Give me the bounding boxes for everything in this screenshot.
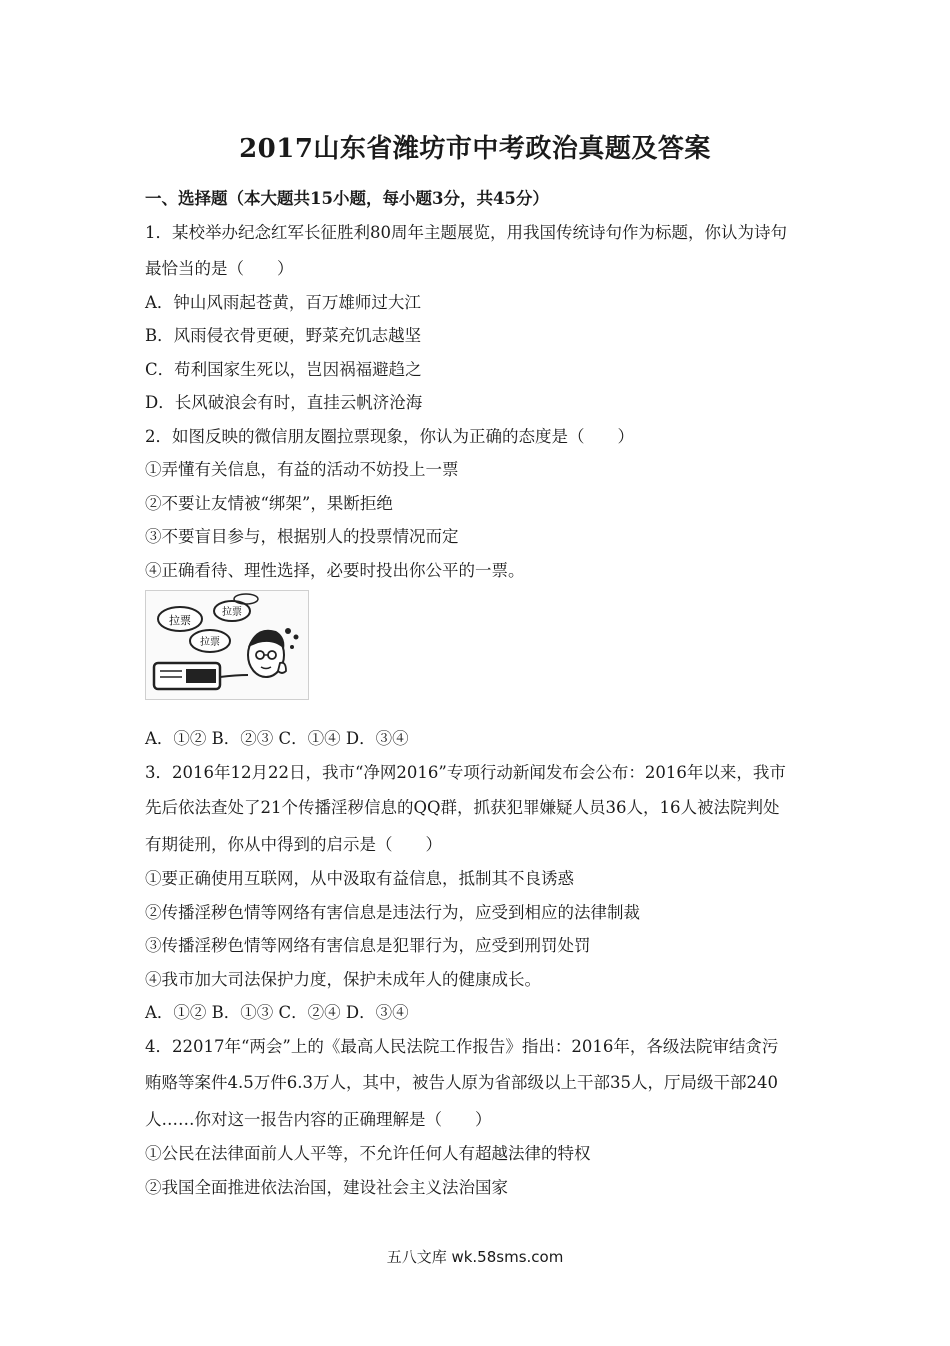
q4-item-1: ①公民在法律面前人人平等，不允许任何人有超越法律的特权 [145, 1144, 591, 1163]
bubble-text-1: 拉票 [169, 614, 191, 627]
q4-stem-line1: 4．22017年“两会”上的《最高人民法院工作报告》指出：2016年，各级法院审结贪污 [145, 1037, 779, 1056]
document-title: 2017山东省潍坊市中考政治真题及答案 [239, 134, 711, 164]
q2-item-2: ②不要让友情被“绑架”，果断拒绝 [145, 494, 393, 513]
q4-item-2: ②我国全面推进依法治国，建设社会主义法治国家 [145, 1178, 508, 1197]
q3-stem-line1: 3．2016年12月22日，我市“净网2016”专项行动新闻发布会公布：2016年以来，我市 [145, 763, 786, 782]
q1-option-a: A．钟山风雨起苍黄，百万雄师过大江 [145, 293, 421, 312]
q1-stem-line1: 1．某校举办纪念红军长征胜利80周年主题展览，用我国传统诗句作为标题，你认为诗句 [145, 223, 787, 242]
q2-item-4: ④正确看待、理性选择，必要时投出你公平的一票。 [145, 561, 525, 580]
q4-stem-line3: 人……你对这一报告内容的正确理解是（ ） [145, 1110, 492, 1129]
q1-stem-line2: 最恰当的是（ ） [145, 259, 294, 278]
wechat-vote-cartoon [145, 590, 309, 700]
q3-answers: A．①② B．①③ C．②④ D．③④ [145, 1003, 409, 1022]
q3-item-2: ②传播淫秽色情等网络有害信息是违法行为，应受到相应的法律制裁 [145, 903, 640, 922]
bubble-text-2: 拉票 [222, 607, 242, 618]
q1-option-c: C．苟利国家生死以，岂因祸福避趋之 [145, 360, 422, 379]
q1-option-b: B．风雨侵衣骨更硬，野菜充饥志越坚 [145, 326, 422, 345]
q2-item-1: ①弄懂有关信息，有益的活动不妨投上一票 [145, 460, 459, 479]
q2-answers: A．①② B．②③ C．①④ D．③④ [145, 729, 409, 748]
q3-stem-line3: 有期徒刑，你从中得到的启示是（ ） [145, 835, 442, 854]
q3-item-4: ④我市加大司法保护力度，保护未成年人的健康成长。 [145, 970, 541, 989]
q3-stem-line2: 先后依法查处了21个传播淫秽信息的QQ群，抓获犯罪嫌疑人员36人，16人被法院判处 [145, 798, 780, 817]
q3-item-1: ①要正确使用互联网，从中汲取有益信息，抵制其不良诱惑 [145, 869, 574, 888]
q2-item-3: ③不要盲目参与，根据别人的投票情况而定 [145, 527, 459, 546]
q1-option-d: D．长风破浪会有时，直挂云帆济沧海 [145, 393, 423, 412]
page-footer: 五八文库 wk.58sms.com [386, 1248, 564, 1266]
q2-stem: 2．如图反映的微信朋友圈拉票现象，你认为正确的态度是（ ） [145, 427, 634, 446]
q3-item-3: ③传播淫秽色情等网络有害信息是犯罪行为，应受到刑罚处罚 [145, 936, 591, 955]
section-heading: 一、选择题（本大题共15小题，每小题3分，共45分） [145, 189, 549, 208]
q4-stem-line2: 贿赂等案件4.5万件6.3万人，其中，被告人原为省部级以上干部35人，厅局级干部240 [145, 1073, 778, 1092]
bubble-text-3: 拉票 [200, 637, 220, 648]
